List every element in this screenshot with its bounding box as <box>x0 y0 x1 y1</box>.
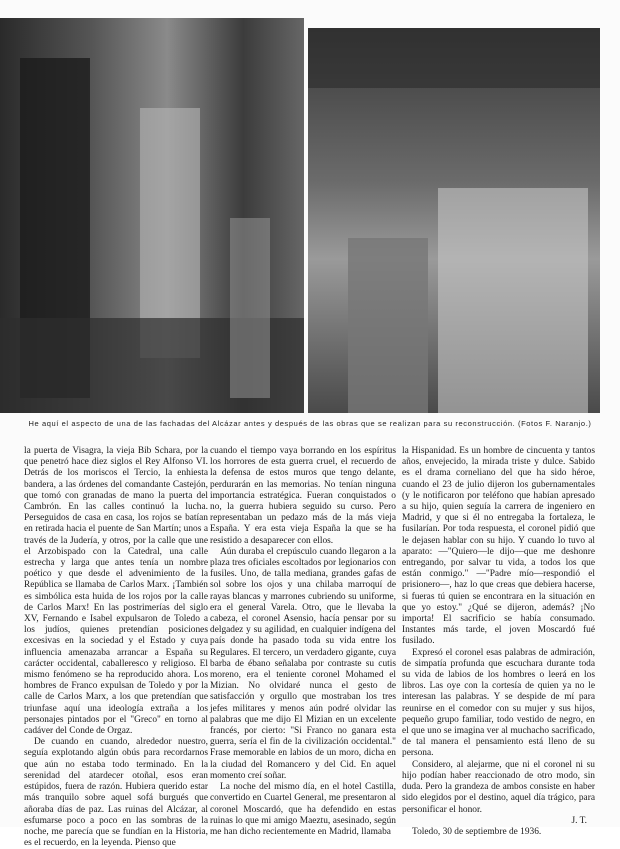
paragraph: la Hispanidad. Es un hombre de cincuenta y tantos años, envejecido, la mirada triste y dulce. Sabido es el drama corneliano del que ha sido héroe, cuando el 23 de julio dijeron los gubernamentales (y le notificaron por teléfono que habían apresado a su hijo, quien seguía la carrera de ingeniero en Madrid, y que si él no entregaba la fortaleza, le fusilarían. Por toda respuesta, el coronel pidió que le dejasen hablar con su hijo. Y cuando lo tuvo al aparato: —"Quiero—le dijo—que me deshonre entregando, por salvar tu vida, a todos los que están conmigo." —"Padre mío—respondió el prisionero—, haz lo que creas que debiera hacerse, si fueras tú quien se encontrara en la situación en que yo estoy." ¿Qué se dijeron, además? ¡No importa! El sacrificio se había consumado. Instantes más tarde, el joven Moscardó fué fusilado. <box>402 446 595 647</box>
paragraph: Considero, al alejarme, que ni el coronel ni su hijo podían haber reaccionado de otro modo, sin duda. Pero la grandeza de ambos consiste en haber sido elegidos por el destino, aquel día trágico, para personificar el honor. <box>402 759 595 815</box>
article-column-3 <box>402 446 595 838</box>
paragraph: De cuando en cuando, alrededor nuestro, seguía explotando algún obús para recordarnos que aún no estaba todo terminado. En la serenidad del atardecer otoñal, esos eran estúpidos, fuera de razón. Hubiera querido estar más tranquilo sobre aquel sofá burgués que añoraba días de paz. Las ruinas del Alcázar, al esfumarse poco a poco en las sombras de la noche, me parecía que se fundían en la Historia, es el recuerdo, en la leyenda. Pienso que <box>24 737 208 849</box>
article-column-1 <box>24 446 208 849</box>
photo-alcazar-facade-after <box>308 28 600 413</box>
paragraph: Aún duraba el crepúsculo cuando llegaron a la plaza tres oficiales escoltados por legionarios con fusiles. Uno, de talla mediana, grandes gafas de sol sobre los ojos y una chilaba marroquí de rayas blancas y marrones cubriendo su uniforme, era el general Varela. Otro, que le llevaba la cabeza, el coronel Asensio, hacía pensar por su delgadez y su agilidad, en cualquier indígena del país donde ha pasado toda su vida entre los Regulares. El tercero, un verdadero gigante, cuya barba de ébano señalaba por contraste su cutis moreno, era el teniente coronel Mohamed el Mizian. No olvidaré nunca el gesto de satisfacción y orgullo que mostraban los tres jefes militares y menos aún podré olvidar las palabras que me dijo El Mizian en un excelente francés, por cierto: "Si Franco no ganara esta guerra, sería el fin de la civilización occidental." Frase memorable en labios de un moro, dicha en la ciudad del Romancero y del Cid. En aquel momento creí soñar. <box>210 546 396 781</box>
paragraph: la puerta de Visagra, la vieja Bib Schara, por la que penetró hace diez siglos el Rey Alfonso VI. Detrás de los moriscos el Tercio, la enhiesta bandera, a las órdenes del comandante Castejón, que tomó con granadas de mano la puerta del Cambrón. En las calles continuó la lucha. Perseguidos de casa en casa, los rojos se batían en retirada hacia el puente de San Martín; unos a través de la Judería, y otros, por la calle que une el Arzobispado con la Catedral, una calle estrecha y larga que antes tenía un nombre poético y que desde el advenimiento de la República se llamaba de Carlos Marx. ¡También es simbólica esta huida de los rojos por la calle de Carlos Marx! En las postrimerías del siglo XV, Fernando e Isabel expulsaron de Toledo a los judíos, quienes pretendían posiciones excesivas en la sociedad y el Estado y cuya influencia amenazaba arrancar a España su carácter occidental, caballeresco y religioso. El mismo fenómeno se ha reproducido ahora. Los hombres de Franco expulsan de Toledo y por la calle de Carlos Marx, a los que pretendían que triunfase aquí una ideología extraña a los personajes pintados por el "Greco" en torno al cadáver del Conde de Orgaz. <box>24 446 208 737</box>
photo-caption: He aquí el aspecto de una de las fachadas del Alcázar antes y después de las obras que se realizan para su reconstrucción. (Fotos F. Naranjo.) <box>28 419 592 428</box>
author-signature: J. T. <box>571 815 587 826</box>
paragraph: Expresó el coronel esas palabras de admiración, de simpatía profunda que escuchara durante toda su vida de labios de los hombres o leerá en los libros. Las oye con la cortesía de quien ya no le interesan las palabras. Y se despide de mí para reunirse en el comedor con su mujer y sus hijos, pequeño grupo familiar, todo vestido de negro, en el que uno se imagina ver al muchacho sacrificado, de tal manera el pensamiento está lleno de su persona. <box>402 647 595 759</box>
photo-alcazar-facade-before <box>0 18 304 413</box>
article-column-2 <box>210 446 396 838</box>
paragraph: cuando el tiempo vaya borrando en los espíritus los horrores de esta guerra cruel, el recuerdo de la defensa de estos muros que tengo delante, perdurarán en las memorias. No tenían ninguna importancia estratégica. Fueran conquistados o no, la guerra hubiera seguido su curso. Pero representaban un pedazo más de la más vieja España. Y era esta vieja España la que se ha resistido a desaparecer con ellos. <box>210 446 396 546</box>
dateline: Toledo, 30 de septiembre de 1936. <box>412 826 542 837</box>
paragraph: La noche del mismo día, en el hotel Castilla, convertido en Cuartel General, me presentaron al coronel Moscardó, que ha defendido en estas ruinas lo que mi amigo Maeztu, asesinado, según me han dicho recientemente en Madrid, llamaba <box>210 782 396 837</box>
